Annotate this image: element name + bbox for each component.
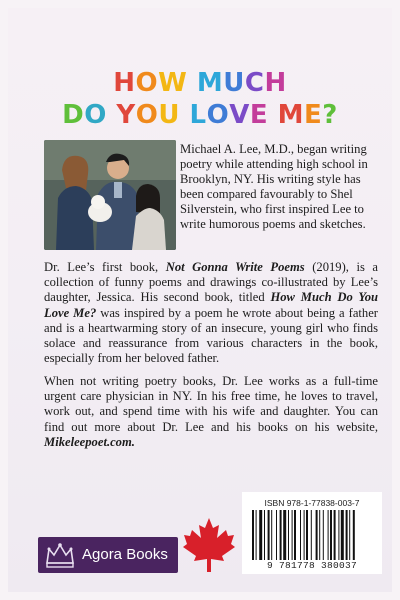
title-letter: O	[206, 100, 230, 130]
crown-icon	[44, 541, 76, 569]
books-text-a: Dr. Lee’s first book,	[44, 260, 166, 274]
personal-text: When not writing poetry books, Dr. Lee works as a full-time urgent care physician in NY. In his free time, he loves to travel, work out, and spend time with his wife and daughter. You can find out more about Dr. Lee and his books on his website,	[44, 374, 378, 434]
personal-paragraph	[44, 374, 378, 450]
barcode-panel	[242, 492, 382, 574]
barcode	[252, 510, 372, 560]
maple-leaf-icon	[182, 516, 236, 574]
title-letter: H	[264, 68, 287, 98]
author-bio: Michael A. Lee, M.D., began writing poetry while attending high school in Brooklyn, NY. His writing style has been compared favourably to Shel Silverstein, who first inspired Lee to write humorous poems and sketches.	[180, 142, 368, 232]
book-title-1: Not Gonna Write Poems	[165, 260, 305, 274]
books-paragraph	[44, 260, 378, 366]
author-photo	[44, 140, 176, 250]
title-letter: E	[304, 100, 323, 130]
isbn-number: ISBN 978-1-77838-003-7	[264, 498, 360, 508]
title-letter: O	[135, 68, 159, 98]
title-letter: C	[244, 68, 265, 98]
title-line-2	[8, 100, 392, 130]
title-letter: Y	[116, 100, 136, 130]
title-letter: ?	[322, 100, 338, 130]
back-cover	[8, 8, 392, 592]
title-letter	[187, 68, 197, 98]
title-letter: O	[84, 100, 107, 130]
title-letter: U	[223, 68, 245, 98]
books-text-c: was inspired by a poem he wrote about being a father and is a heartwarming story of an insecure, young girl who finds solace and reassurance from various characters in the book, especially from her beloved father.	[44, 305, 378, 366]
title-letter	[180, 100, 190, 130]
title-letter: H	[113, 68, 136, 98]
title-line-1	[8, 68, 392, 98]
website-link[interactable]: Mikeleepoet.com.	[44, 434, 135, 449]
publisher-logo	[38, 537, 178, 573]
title-letter: W	[158, 68, 188, 98]
title-letter: V	[229, 100, 250, 130]
barcode-digits: 9 781778 380037	[266, 560, 357, 571]
title-letter	[268, 100, 278, 130]
title-letter: D	[62, 100, 85, 130]
title-letter	[107, 100, 117, 130]
book-title-2: How Much Do You Love Me?	[44, 290, 378, 320]
title-letter: O	[135, 100, 159, 130]
title-letter: M	[277, 100, 305, 130]
title-letter: U	[158, 100, 180, 130]
title-letter: M	[196, 68, 224, 98]
title-letter: L	[189, 100, 207, 130]
books-text-b: (2019), is a collection of funny poems and drawings co-illustrated by Lee’s daughter, Jessica. His second book, titled	[44, 260, 378, 305]
title-letter: E	[249, 100, 269, 130]
publisher-name: Agora Books	[82, 546, 168, 563]
